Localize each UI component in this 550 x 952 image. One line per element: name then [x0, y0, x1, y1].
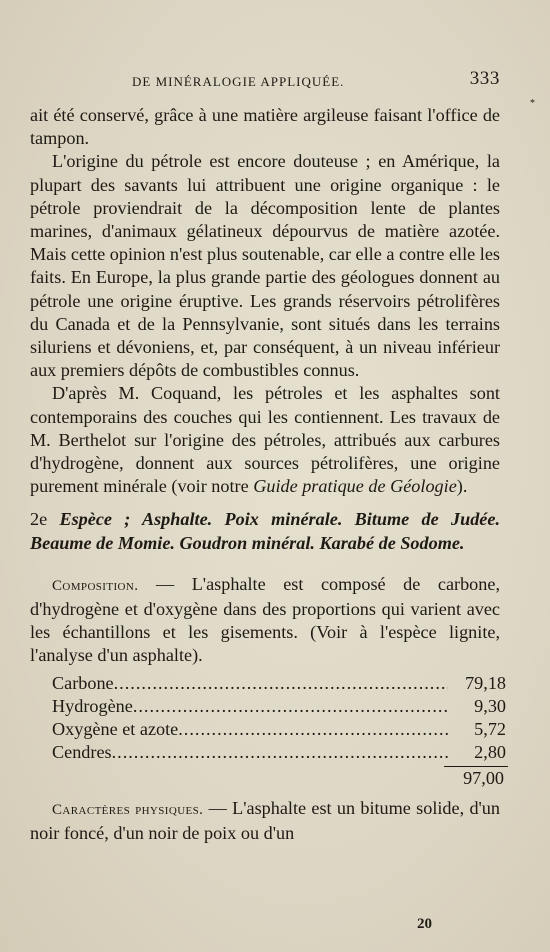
species-number: 2e [30, 509, 48, 530]
paragraph-continuation: ait été conservé, grâce à une matière argileuse faisant l'office de tampon. [30, 105, 500, 149]
row-value: 5,72 [474, 718, 506, 739]
paragraph-coquand [30, 382, 500, 498]
table-total: 97,00 [463, 767, 504, 788]
row-label: Carbone [52, 672, 114, 693]
page-number: 333 [469, 68, 500, 89]
composition-label: Composition. [52, 577, 139, 594]
book-reference: Guide pratique de Géologie [253, 476, 457, 497]
row-value: 2,80 [474, 741, 506, 762]
paragraph-coquand-end: ). [456, 476, 468, 497]
dot-leader [114, 672, 448, 695]
row-label: Oxygène et azote [52, 718, 179, 739]
caracteres-label: Caractères physiques. [52, 801, 204, 818]
row-label: Cendres [52, 741, 112, 762]
running-title: DE MINÉRALOGIE APPLIQUÉE. [132, 74, 345, 89]
caracteres-paragraph [30, 797, 500, 845]
row-value: 79,18 [465, 672, 506, 693]
dot-leader [178, 718, 448, 741]
species-heading [30, 508, 500, 554]
composition-table [52, 672, 506, 793]
dot-leader [112, 741, 448, 764]
page-body [30, 104, 506, 845]
composition-paragraph [30, 573, 500, 668]
table-row [52, 741, 506, 764]
paragraph-coquand-text: D'après M. Coquand, les pétroles et les asphaltes sont contemporains des couches qui les contiennent. Les travaux de M. Berthelot sur l'origine des pétroles, attribués aux carbures d'hydrogène, donnent aux sources pétrolifères, une origine purement minérale (voir notre [30, 383, 500, 497]
signature-mark: 20 [417, 916, 432, 932]
row-label: Hydrogène [52, 695, 133, 716]
caracteres-text: — L'asphalte est un bitume solide, d'un noir foncé, d'un noir de poix ou d'un [30, 797, 500, 843]
row-value: 9,30 [474, 695, 506, 716]
table-row [52, 695, 506, 718]
paragraph-origin-petrole: L'origine du pétrole est encore douteuse ; en Amérique, la plupart des savants lui attribuent une origine organique : le pétrole proviendrait de la décomposition lente de plantes marines, d'animaux gélatineux dépourvus de matière azotée. Mais cette opinion n'est plus soutenable, car elle a contre elle les faits. En Europe, la plus grande partie des géologues donnent au pétrole une origine éruptive. Les grands réservoirs pétrolifères du Canada et de la Pennsylvanie, sont situés dans les terrains siluriens et dévoniens, et, par conséquent, à un niveau inférieur aux premiers dépôts de combustibles connus. [30, 151, 500, 381]
margin-mark: * [530, 98, 535, 109]
species-title: Espèce ; Asphalte. Poix minérale. Bitume de Judée. Beaume de Momie. Goudron minéral. Karabé de Sodome. [30, 509, 500, 553]
composition-text: — L'asphalte est composé de carbone, d'hydrogène et d'oxygène dans des proportions qui varient avec les échantillons et les gisements. (Voir à l'espèce lignite, l'analyse d'un asphalte). [30, 573, 500, 666]
dot-leader [133, 695, 448, 718]
table-row [52, 672, 506, 695]
table-row [52, 718, 506, 741]
page-header [30, 68, 500, 92]
